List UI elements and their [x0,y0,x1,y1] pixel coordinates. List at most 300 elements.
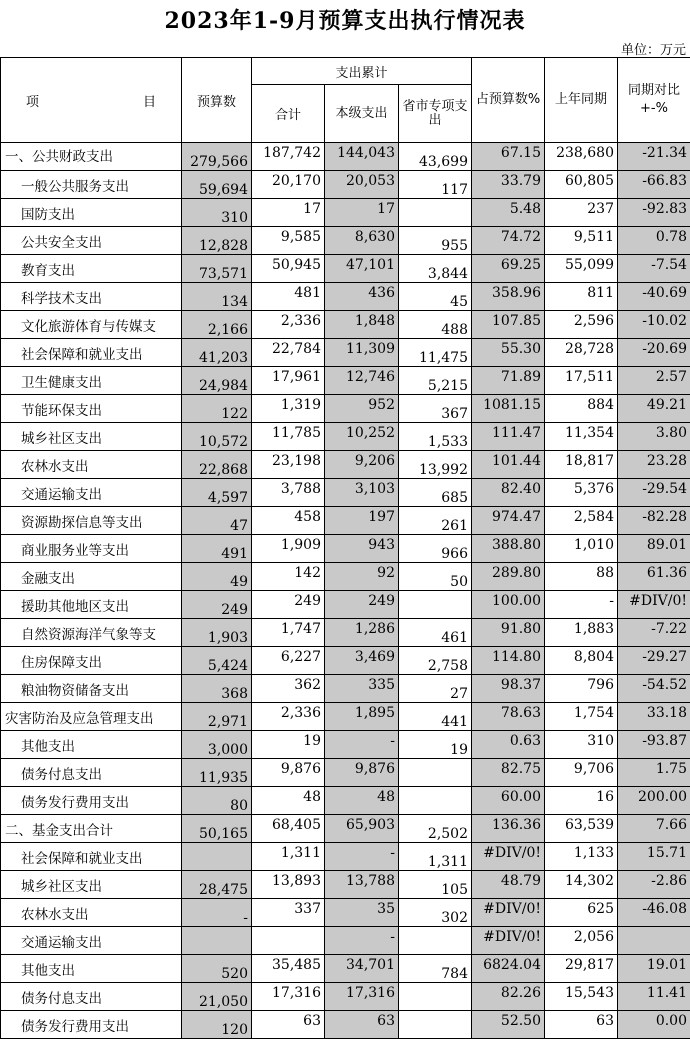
row-name: 社会保障和就业支出 [1,339,182,367]
cell-local: 8,630 [325,227,399,255]
table-row [1,927,690,955]
cell-prov: 441 [399,703,472,731]
cell-prov: 261 [399,507,472,535]
table-row [1,871,690,899]
row-name: 农林水支出 [1,451,182,479]
cell-pct: 74.72 [472,227,545,255]
table-row [1,479,690,507]
cell-total: 17 [252,199,325,227]
cell-budget: 49 [182,563,252,591]
row-name: 援助其他地区支出 [1,591,182,619]
budget-table [0,57,690,1039]
cell-total: 3,788 [252,479,325,507]
cell-pct: 101.44 [472,451,545,479]
table-row [1,759,690,787]
cell-local: 63 [325,1011,399,1039]
cell-budget: 12,828 [182,227,252,255]
cell-pct: 6824.04 [472,955,545,983]
cell-pct: 974.47 [472,507,545,535]
cell-total: 17,961 [252,367,325,395]
cell-last: 17,511 [545,367,618,395]
cell-budget: 134 [182,283,252,311]
cell-total: 13,893 [252,871,325,899]
cell-pct: 289.80 [472,563,545,591]
cell-budget: 21,050 [182,983,252,1011]
cell-prov: 1,533 [399,423,472,451]
cell-prov: 488 [399,311,472,339]
table-row [1,647,690,675]
header-provincial: 省市专项支出 [399,85,472,143]
cell-local: 3,469 [325,647,399,675]
cell-prov [399,927,472,955]
cell-last: 11,354 [545,423,618,451]
cell-last: 2,056 [545,927,618,955]
cell-prov: 955 [399,227,472,255]
cell-prov: 105 [399,871,472,899]
row-name: 公共安全支出 [1,227,182,255]
cell-last: 796 [545,675,618,703]
row-name: 城乡社区支出 [1,423,182,451]
cell-prov: 43,699 [399,143,472,171]
cell-budget: 5,424 [182,647,252,675]
cell-pct: 136.36 [472,815,545,843]
cell-pct: 358.96 [472,283,545,311]
table-row [1,815,690,843]
cell-pct: 100.00 [472,591,545,619]
cell-total: 6,227 [252,647,325,675]
cell-yoy: -92.83 [618,199,690,227]
cell-prov: 367 [399,395,472,423]
cell-total: 337 [252,899,325,927]
cell-prov: 2,758 [399,647,472,675]
cell-yoy: 0.78 [618,227,690,255]
row-name: 卫生健康支出 [1,367,182,395]
cell-total: 481 [252,283,325,311]
cell-last: 1,010 [545,535,618,563]
cell-local: 10,252 [325,423,399,451]
cell-budget: 2,166 [182,311,252,339]
cell-yoy: 19.01 [618,955,690,983]
table-row [1,171,690,199]
cell-yoy: -10.02 [618,311,690,339]
cell-local: 9,876 [325,759,399,787]
cell-budget: 47 [182,507,252,535]
cell-prov: 13,992 [399,451,472,479]
cell-budget: 2,971 [182,703,252,731]
cell-total: 48 [252,787,325,815]
cell-last: 2,584 [545,507,618,535]
cell-yoy: 49.21 [618,395,690,423]
cell-budget: 520 [182,955,252,983]
cell-pct: 1081.15 [472,395,545,423]
page-title: 2023年1-9月预算支出执行情况表 [0,4,690,35]
table-row [1,955,690,983]
cell-total: 1,909 [252,535,325,563]
cell-yoy: 61.36 [618,563,690,591]
row-name: 粮油物资储备支出 [1,675,182,703]
cell-local: 436 [325,283,399,311]
cell-pct: 91.80 [472,619,545,647]
cell-yoy: -29.27 [618,647,690,675]
row-name: 节能环保支出 [1,395,182,423]
cell-budget: 368 [182,675,252,703]
cell-last: 238,680 [545,143,618,171]
row-name: 其他支出 [1,955,182,983]
cell-last: 63,539 [545,815,618,843]
cell-local: 144,043 [325,143,399,171]
cell-yoy: 23.28 [618,451,690,479]
cell-pct: 82.26 [472,983,545,1011]
row-name: 住房保障支出 [1,647,182,675]
table-row [1,899,690,927]
cell-yoy: -46.08 [618,899,690,927]
cell-budget: 22,868 [182,451,252,479]
row-name: 债务发行费用支出 [1,787,182,815]
row-name: 二、基金支出合计 [1,815,182,843]
row-name: 债务发行费用支出 [1,1011,182,1039]
cell-local: 47,101 [325,255,399,283]
cell-budget: 120 [182,1011,252,1039]
cell-pct: 48.79 [472,871,545,899]
cell-total: 2,336 [252,703,325,731]
row-name: 交通运输支出 [1,927,182,955]
cell-yoy: 3.80 [618,423,690,451]
cell-prov: 3,844 [399,255,472,283]
cell-local: 11,309 [325,339,399,367]
cell-yoy: -20.69 [618,339,690,367]
table-row [1,675,690,703]
cell-yoy: -40.69 [618,283,690,311]
cell-pct: 52.50 [472,1011,545,1039]
cell-last: 811 [545,283,618,311]
cell-local: 335 [325,675,399,703]
row-name: 科学技术支出 [1,283,182,311]
cell-prov [399,983,472,1011]
cell-pct: 78.63 [472,703,545,731]
cell-total: 9,585 [252,227,325,255]
cell-pct: #DIV/0! [472,843,545,871]
cell-yoy: -2.86 [618,871,690,899]
cell-budget [182,927,252,955]
cell-pct: 82.75 [472,759,545,787]
cell-yoy: -7.54 [618,255,690,283]
cell-total: 1,311 [252,843,325,871]
cell-last: 9,511 [545,227,618,255]
cell-yoy: 89.01 [618,535,690,563]
cell-yoy: 11.41 [618,983,690,1011]
cell-yoy: -54.52 [618,675,690,703]
row-name: 商业服务业等支出 [1,535,182,563]
cell-pct: #DIV/0! [472,899,545,927]
cell-pct: 33.79 [472,171,545,199]
cell-last: 310 [545,731,618,759]
table-row [1,283,690,311]
cell-budget: 310 [182,199,252,227]
cell-local: 3,103 [325,479,399,507]
cell-last: 14,302 [545,871,618,899]
cell-budget: 28,475 [182,871,252,899]
cell-prov [399,591,472,619]
cell-last: 8,804 [545,647,618,675]
table-row [1,227,690,255]
row-name: 交通运输支出 [1,479,182,507]
table-row [1,339,690,367]
cell-pct: 5.48 [472,199,545,227]
cell-prov: 461 [399,619,472,647]
cell-pct: 388.80 [472,535,545,563]
row-name: 文化旅游体育与传媒支 [1,311,182,339]
cell-pct: 111.47 [472,423,545,451]
cell-local: 1,895 [325,703,399,731]
cell-pct: 98.37 [472,675,545,703]
cell-last: 28,728 [545,339,618,367]
table-row [1,199,690,227]
cell-yoy: -66.83 [618,171,690,199]
cell-total: 2,336 [252,311,325,339]
cell-total: 1,319 [252,395,325,423]
row-name: 一、公共财政支出 [1,143,182,171]
row-name: 社会保障和就业支出 [1,843,182,871]
cell-total: 362 [252,675,325,703]
cell-last: 9,706 [545,759,618,787]
cell-pct: 69.25 [472,255,545,283]
cell-local: 17,316 [325,983,399,1011]
cell-total: 1,747 [252,619,325,647]
cell-yoy: -82.28 [618,507,690,535]
cell-pct: 0.63 [472,731,545,759]
cell-local: 35 [325,899,399,927]
header-item [1,58,182,143]
unit-label: 单位：万元 [621,39,686,58]
cell-total: 22,784 [252,339,325,367]
cell-yoy: -29.54 [618,479,690,507]
row-name: 债务付息支出 [1,759,182,787]
cell-budget: 73,571 [182,255,252,283]
cell-pct: 107.85 [472,311,545,339]
cell-local: 197 [325,507,399,535]
cell-pct: 55.30 [472,339,545,367]
row-name: 金融支出 [1,563,182,591]
header-cumulative: 支出累计 [252,58,472,85]
cell-prov: 19 [399,731,472,759]
cell-total: 458 [252,507,325,535]
cell-local: 13,788 [325,871,399,899]
cell-budget: 122 [182,395,252,423]
cell-budget: 24,984 [182,367,252,395]
cell-local: 48 [325,787,399,815]
header-item-a: 项 [26,91,39,110]
cell-last: 18,817 [545,451,618,479]
cell-prov: 27 [399,675,472,703]
cell-budget: 10,572 [182,423,252,451]
table-row [1,591,690,619]
table-row [1,703,690,731]
cell-total: 35,485 [252,955,325,983]
cell-local: 943 [325,535,399,563]
cell-yoy: #DIV/0! [618,591,690,619]
cell-total: 23,198 [252,451,325,479]
cell-budget: 11,935 [182,759,252,787]
cell-budget: 50,165 [182,815,252,843]
row-name: 灾害防治及应急管理支出 [1,703,182,731]
cell-local: - [325,927,399,955]
cell-budget [182,843,252,871]
cell-prov: 45 [399,283,472,311]
cell-budget: 59,694 [182,171,252,199]
header-budget: 预算数 [182,58,252,143]
table-row [1,535,690,563]
cell-local: 17 [325,199,399,227]
row-name: 农林水支出 [1,899,182,927]
cell-last: 2,596 [545,311,618,339]
cell-local: 1,848 [325,311,399,339]
cell-last: 1,754 [545,703,618,731]
cell-prov: 302 [399,899,472,927]
cell-total: 249 [252,591,325,619]
cell-total: 63 [252,1011,325,1039]
cell-yoy [618,927,690,955]
cell-yoy: -7.22 [618,619,690,647]
cell-pct: 71.89 [472,367,545,395]
cell-pct: 82.40 [472,479,545,507]
cell-total: 142 [252,563,325,591]
cell-last: 1,133 [545,843,618,871]
cell-prov [399,199,472,227]
table-row [1,451,690,479]
row-name: 其他支出 [1,731,182,759]
cell-last: 29,817 [545,955,618,983]
header-local: 本级支出 [325,85,399,143]
row-name: 城乡社区支出 [1,871,182,899]
cell-pct: 67.15 [472,143,545,171]
table-row [1,619,690,647]
cell-yoy: 15.71 [618,843,690,871]
cell-local: - [325,731,399,759]
cell-prov: 784 [399,955,472,983]
cell-local: 952 [325,395,399,423]
cell-last: 884 [545,395,618,423]
cell-local: 20,053 [325,171,399,199]
cell-pct: 60.00 [472,787,545,815]
cell-prov: 11,475 [399,339,472,367]
cell-total [252,927,325,955]
cell-last: - [545,591,618,619]
cell-yoy: 2.57 [618,367,690,395]
cell-prov [399,759,472,787]
cell-last: 60,805 [545,171,618,199]
row-name: 教育支出 [1,255,182,283]
row-name: 国防支出 [1,199,182,227]
cell-budget: - [182,899,252,927]
table-row [1,367,690,395]
cell-budget: 41,203 [182,339,252,367]
cell-budget: 279,566 [182,143,252,171]
table-row [1,731,690,759]
table-row [1,423,690,451]
cell-yoy: 1.75 [618,759,690,787]
table-row [1,843,690,871]
cell-local: 9,206 [325,451,399,479]
table-row [1,255,690,283]
table-row [1,983,690,1011]
cell-total: 50,945 [252,255,325,283]
header-pct: 占预算数% [472,58,545,143]
cell-last: 625 [545,899,618,927]
cell-yoy: 0.00 [618,1011,690,1039]
cell-pct: #DIV/0! [472,927,545,955]
cell-budget: 4,597 [182,479,252,507]
header-row-1 [1,58,690,85]
table-row [1,563,690,591]
table-row [1,143,690,171]
cell-local: 1,286 [325,619,399,647]
cell-budget: 1,903 [182,619,252,647]
cell-prov: 966 [399,535,472,563]
header-total: 合计 [252,85,325,143]
cell-last: 1,883 [545,619,618,647]
cell-last: 16 [545,787,618,815]
cell-prov: 5,215 [399,367,472,395]
table-row [1,787,690,815]
row-name: 一般公共服务支出 [1,171,182,199]
cell-prov: 2,502 [399,815,472,843]
table-row [1,311,690,339]
header-item-b: 目 [143,91,156,110]
row-name: 资源勘探信息等支出 [1,507,182,535]
cell-budget: 80 [182,787,252,815]
header-yoy: 同期对比+-% [618,58,690,143]
cell-local: 249 [325,591,399,619]
cell-local: - [325,843,399,871]
cell-last: 55,099 [545,255,618,283]
cell-yoy: -93.87 [618,731,690,759]
cell-local: 65,903 [325,815,399,843]
row-name: 自然资源海洋气象等支 [1,619,182,647]
table-row [1,507,690,535]
cell-prov [399,787,472,815]
cell-yoy: 33.18 [618,703,690,731]
cell-total: 20,170 [252,171,325,199]
cell-last: 15,543 [545,983,618,1011]
cell-prov: 685 [399,479,472,507]
cell-prov: 1,311 [399,843,472,871]
cell-total: 9,876 [252,759,325,787]
cell-pct: 114.80 [472,647,545,675]
cell-last: 5,376 [545,479,618,507]
table-row [1,395,690,423]
cell-total: 19 [252,731,325,759]
cell-last: 63 [545,1011,618,1039]
cell-local: 34,701 [325,955,399,983]
cell-yoy: 7.66 [618,815,690,843]
cell-budget: 3,000 [182,731,252,759]
cell-total: 17,316 [252,983,325,1011]
cell-prov: 50 [399,563,472,591]
cell-last: 88 [545,563,618,591]
row-name: 债务付息支出 [1,983,182,1011]
cell-last: 237 [545,199,618,227]
cell-local: 12,746 [325,367,399,395]
cell-prov: 117 [399,171,472,199]
cell-budget: 249 [182,591,252,619]
cell-total: 187,742 [252,143,325,171]
cell-total: 68,405 [252,815,325,843]
cell-yoy: 200.00 [618,787,690,815]
cell-total: 11,785 [252,423,325,451]
cell-local: 92 [325,563,399,591]
header-last-year: 上年同期 [545,58,618,143]
cell-yoy: -21.34 [618,143,690,171]
